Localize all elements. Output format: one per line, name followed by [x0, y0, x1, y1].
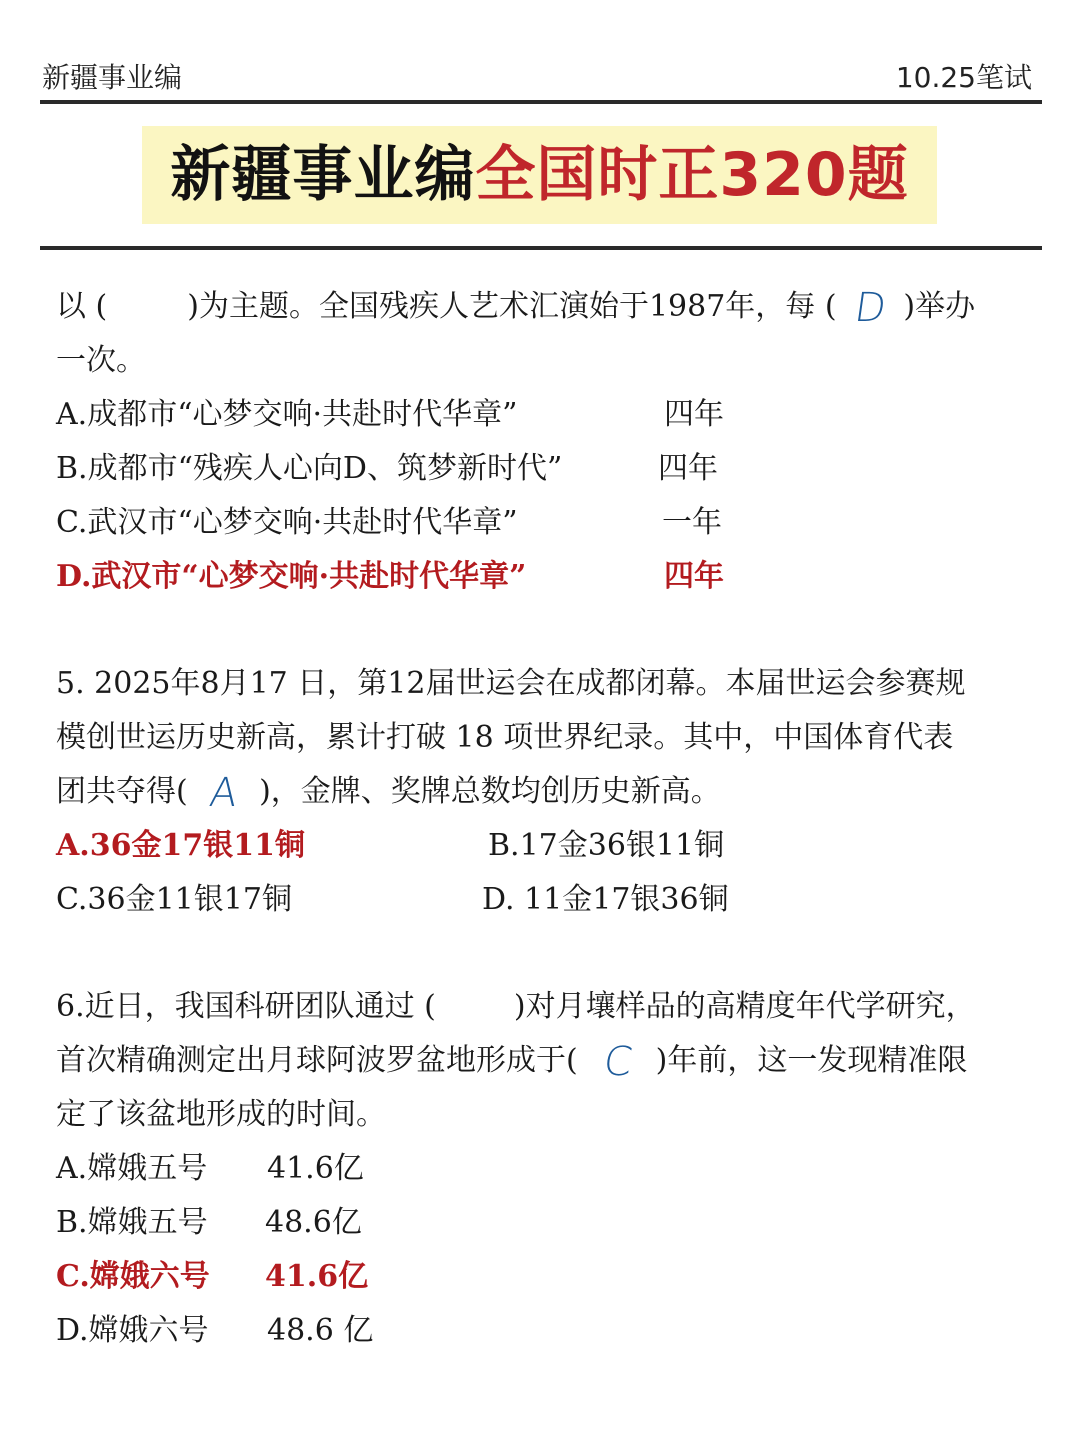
q6-option-c-answer: C.嫦娥六号 41.6亿 — [56, 1259, 369, 1294]
handwritten-answer: C — [600, 1039, 635, 1085]
q4-option-b: B.成都市“残疾人心向D、筑梦新时代” 四年 — [56, 451, 718, 486]
q5-line1: 5. 2025年8月17 日，第12届世运会在成都闭幕。本届世运会参赛规 — [56, 666, 966, 701]
q4-line1: 以 ( )为主题。全国残疾人艺术汇演始于1987年，每 ( D )举办 — [56, 285, 976, 331]
header-left: 新疆事业编 — [42, 61, 183, 94]
q4-option-c: C.武汉市“心梦交响·共赴时代华章” 一年 — [56, 505, 722, 540]
header-right: 10.25笔试 — [895, 61, 1032, 94]
handwritten-answer: D — [851, 285, 889, 331]
q4-line2: 一次。 — [56, 343, 146, 378]
page-title — [142, 126, 937, 224]
handwritten-answer: A — [206, 770, 241, 816]
q6-option-b: B.嫦娥五号 48.6亿 — [56, 1205, 362, 1240]
q5-option-b: B.17金36银11铜 — [488, 828, 725, 863]
q6-line1: 6.近日，我国科研团队通过 ( )对月壤样品的高精度年代学研究， — [56, 989, 976, 1024]
q6-line3: 定了该盆地形成的时间。 — [56, 1097, 386, 1132]
q5-options-row2 — [56, 873, 1036, 927]
title-part1: 新疆事业编 — [170, 140, 476, 210]
q5-option-a-answer: A.36金17银11铜 — [56, 828, 305, 863]
q5-option-c: C.36金11银17铜 — [56, 882, 292, 917]
q4-option-d-answer: D.武汉市“心梦交响·共赴时代华章” 四年 — [56, 559, 724, 594]
content — [56, 280, 1036, 1358]
q6-option-a: A.嫦娥五号 41.6亿 — [56, 1151, 364, 1186]
q5-options-row1 — [56, 819, 1036, 873]
top-divider — [40, 100, 1042, 104]
q6-option-d: D.嫦娥六号 48.6 亿 — [56, 1313, 374, 1348]
title-part2: 全国时正320题 — [475, 140, 909, 210]
q4-option-a: A.成都市“心梦交响·共赴时代华章” 四年 — [56, 397, 724, 432]
q5-option-d: D. 11金17银36铜 — [482, 882, 729, 917]
q6-line2: 首次精确测定出月球阿波罗盆地形成于( C )年前，这一发现精准限 — [56, 1039, 968, 1085]
q5-line3: 团共夺得( A )，金牌、奖牌总数均创历史新高。 — [56, 770, 721, 816]
q5-line2: 模创世运历史新高，累计打破 18 项世界纪录。其中，中国体育代表 — [56, 720, 954, 755]
title-divider — [40, 246, 1042, 250]
